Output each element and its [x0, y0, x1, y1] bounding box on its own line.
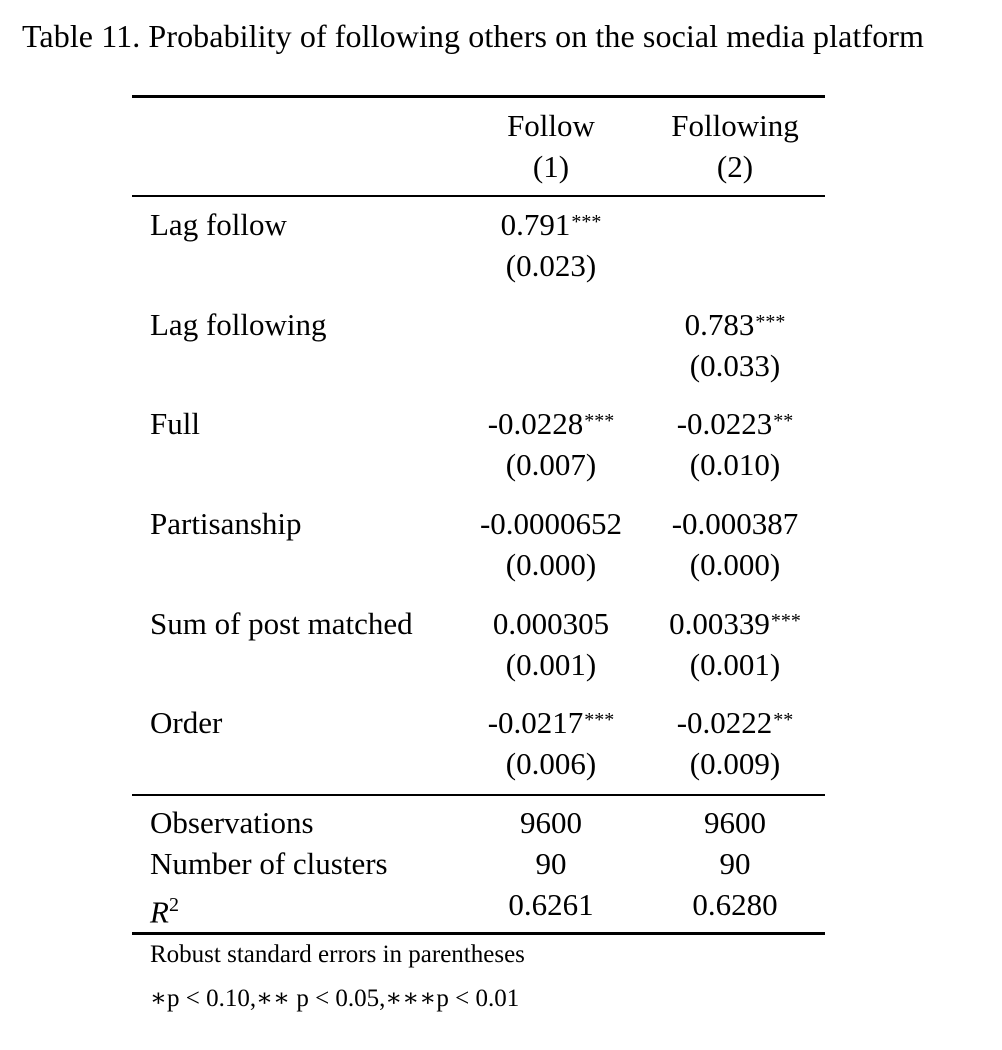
se-cell: (0.001): [689, 647, 781, 682]
row-label-partisanship: Partisanship: [150, 506, 302, 541]
r-letter: R: [150, 894, 169, 930]
coef-cell: [672, 506, 799, 542]
se-cell: (0.006): [505, 746, 597, 781]
stat-label-observations: Observations: [150, 805, 314, 840]
note-significance: ∗p < 0.10,∗∗ p < 0.05,∗∗∗p < 0.01: [150, 985, 520, 1012]
coef-value: -0.0000652: [479, 506, 623, 541]
se-cell: (0.010): [689, 447, 781, 482]
row-label-full: Full: [150, 406, 200, 441]
significance-stars: **: [773, 709, 794, 731]
top-rule: [132, 95, 825, 98]
coef-value: 0.00339: [669, 606, 770, 641]
row-label-lag-following: Lag following: [150, 307, 327, 342]
significance-stars: ***: [770, 610, 801, 632]
stat-value: 9600: [520, 805, 582, 840]
col-header-follow: Follow: [507, 108, 595, 143]
se-cell: (0.023): [505, 248, 597, 283]
significance-stars: ***: [755, 311, 786, 333]
row-label-sum-of-post-matched: Sum of post matched: [150, 606, 413, 641]
coef-cell: [677, 705, 794, 741]
coef-cell: [685, 307, 786, 343]
stat-value: 0.6280: [692, 887, 778, 922]
stat-value: 90: [719, 846, 751, 881]
bottom-rule: [132, 932, 825, 935]
coef-cell: [488, 705, 615, 741]
coef-value: -0.0222: [676, 705, 773, 740]
coef-value: 0.791: [500, 207, 571, 242]
se-cell: (0.000): [505, 547, 597, 582]
col-number-1: (1): [532, 149, 570, 184]
stat-value: 90: [535, 846, 567, 881]
coef-value: -0.0228: [487, 406, 584, 441]
coef-cell: [677, 406, 794, 442]
coef-cell: [501, 207, 602, 243]
significance-stars: ***: [571, 211, 602, 233]
significance-stars: ***: [584, 410, 615, 432]
stat-label-r-squared: [150, 887, 179, 930]
col-header-following: Following: [671, 108, 799, 143]
se-cell: (0.033): [689, 348, 781, 383]
stat-value: 9600: [704, 805, 766, 840]
se-cell: (0.009): [689, 746, 781, 781]
coef-value: -0.000387: [671, 506, 799, 541]
header-rule: [132, 195, 825, 197]
se-cell: (0.007): [505, 447, 597, 482]
table-title: Table 11. Probability of following others on the social media platform: [22, 18, 925, 54]
col-number-2: (2): [716, 149, 754, 184]
coef-cell: [488, 406, 615, 442]
stat-label-clusters: Number of clusters: [150, 846, 388, 881]
coef-cell: [493, 606, 609, 642]
row-label-order: Order: [150, 705, 223, 740]
stat-value: 0.6261: [508, 887, 594, 922]
significance-stars: ***: [584, 709, 615, 731]
coef-value: -0.0223: [676, 406, 773, 441]
se-cell: (0.001): [505, 647, 597, 682]
coef-value: 0.000305: [492, 606, 610, 641]
r-superscript: 2: [168, 894, 179, 916]
se-cell: (0.000): [689, 547, 781, 582]
coef-value: 0.783: [684, 307, 755, 342]
coef-cell: [480, 506, 622, 542]
stats-rule: [132, 794, 825, 796]
coef-cell: [669, 606, 801, 642]
coef-value: -0.0217: [487, 705, 584, 740]
note-robust-se: Robust standard errors in parentheses: [150, 941, 525, 968]
row-label-lag-follow: Lag follow: [150, 207, 287, 242]
significance-stars: **: [773, 410, 794, 432]
